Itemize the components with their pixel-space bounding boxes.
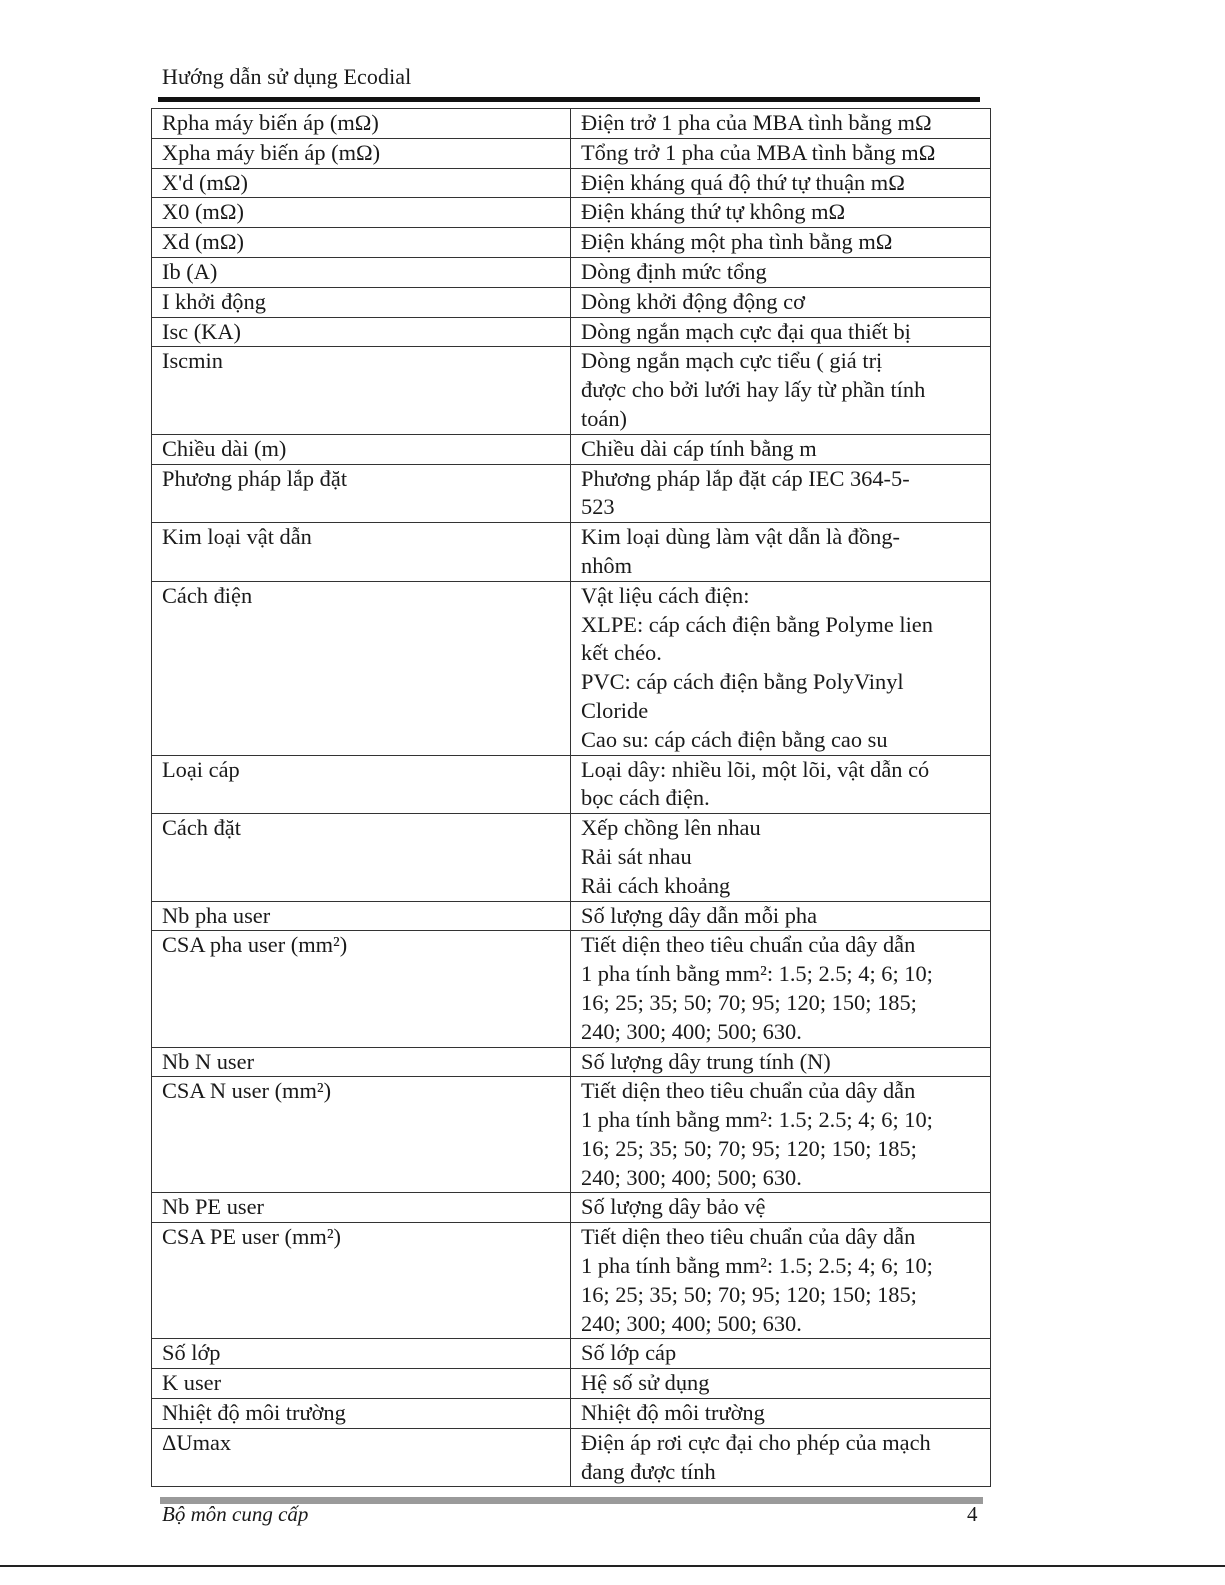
parameter-description-cell <box>571 581 991 755</box>
parameter-description-cell <box>571 1077 991 1193</box>
parameter-description-line: 16; 25; 35; 50; 70; 95; 120; 150; 185; <box>581 989 917 1015</box>
parameter-name-cell <box>152 464 571 523</box>
table-body <box>152 109 991 1487</box>
page-number: 4 <box>967 1502 978 1526</box>
parameter-name-cell <box>152 198 571 228</box>
parameter-description-line: Loại dây: nhiều lõi, một lõi, vật dẫn có <box>581 756 930 782</box>
parameter-description-line: Tổng trở 1 pha của MBA tình bằng mΩ <box>581 139 936 165</box>
parameter-description-line: Cao su: cáp cách điện bằng cao su <box>581 726 888 752</box>
parameter-name-line: Cách điện <box>162 582 253 608</box>
parameter-description-line: Rải sát nhau <box>581 843 692 869</box>
parameter-name-cell <box>152 755 571 814</box>
parameter-description-cell <box>571 814 991 901</box>
parameter-description-line: 1 pha tính bằng mm²: 1.5; 2.5; 4; 6; 10; <box>581 1253 933 1279</box>
parameter-name-line: CSA pha user (mm²) <box>162 932 348 958</box>
table-row <box>152 755 991 814</box>
parameter-description-line: Số lớp cáp <box>581 1340 677 1366</box>
parameter-description-line: Điện kháng thứ tự không mΩ <box>581 199 846 225</box>
footer-department: Bộ môn cung cấp <box>162 1502 309 1526</box>
parameter-name-line: Số lớp <box>162 1340 221 1366</box>
parameter-name-line: Xd (mΩ) <box>162 229 244 255</box>
parameter-name-line: Chiều dài (m) <box>162 435 287 461</box>
parameter-name-cell <box>152 581 571 755</box>
parameter-description-cell <box>571 228 991 258</box>
parameter-name-cell <box>152 1399 571 1429</box>
parameter-name-line: Isc (KA) <box>162 318 241 344</box>
table-row <box>152 1428 991 1487</box>
table-row <box>152 1223 991 1339</box>
table-row <box>152 1047 991 1077</box>
parameter-description-line: Điện áp rơi cực đại cho phép của mạch <box>581 1429 931 1455</box>
parameter-name-line: Nb N user <box>162 1048 255 1074</box>
parameter-description-cell <box>571 931 991 1047</box>
table-row <box>152 931 991 1047</box>
parameter-name-cell <box>152 1047 571 1077</box>
parameter-description-line: 523 <box>581 494 615 520</box>
parameter-description-line: 240; 300; 400; 500; 630. <box>581 1310 802 1336</box>
parameter-description-line: 240; 300; 400; 500; 630. <box>581 1164 802 1190</box>
parameter-description-line: Điện kháng một pha tình bằng mΩ <box>581 229 893 255</box>
parameter-name-line: ΔUmax <box>162 1429 232 1455</box>
parameter-description-line: Kim loại dùng làm vật dẫn là đồng- <box>581 524 901 550</box>
parameter-description-cell <box>571 287 991 317</box>
parameter-name-cell <box>152 257 571 287</box>
parameter-description-cell <box>571 1047 991 1077</box>
parameter-name-cell <box>152 347 571 434</box>
parameter-description-line: Tiết diện theo tiêu chuẩn của dây dẫn <box>581 1078 916 1104</box>
parameter-name-line: I khởi động <box>162 288 266 314</box>
parameter-description-line: 16; 25; 35; 50; 70; 95; 120; 150; 185; <box>581 1281 917 1307</box>
parameter-description-line: Điện trở 1 pha của MBA tình bằng mΩ <box>581 110 932 135</box>
parameter-description-line: Chiều dài cáp tính bằng m <box>581 435 817 461</box>
parameter-description-line: Rải cách khoảng <box>581 872 731 898</box>
table-row <box>152 1077 991 1193</box>
parameter-description-line: Dòng khởi động động cơ <box>581 288 805 314</box>
parameter-description-cell <box>571 755 991 814</box>
parameter-name-line: CSA PE user (mm²) <box>162 1224 342 1250</box>
parameter-name-cell <box>152 1223 571 1339</box>
parameter-name-line: X'd (mΩ) <box>162 169 248 195</box>
table-row <box>152 317 991 347</box>
parameter-name-cell <box>152 109 571 139</box>
table-row <box>152 814 991 901</box>
parameter-description-cell <box>571 1399 991 1429</box>
parameter-name-line: Kim loại vật dẫn <box>162 524 312 550</box>
parameter-description-cell <box>571 464 991 523</box>
parameter-description-line: PVC: cáp cách điện bằng PolyVinyl <box>581 669 904 695</box>
parameter-name-line: Rpha máy biến áp (mΩ) <box>162 110 379 135</box>
header-rule <box>158 97 980 102</box>
parameter-description-line: Phương pháp lắp đặt cáp IEC 364-5- <box>581 465 910 491</box>
table-row <box>152 109 991 139</box>
table-row <box>152 581 991 755</box>
parameter-name-cell <box>152 317 571 347</box>
parameter-description-line: XLPE: cáp cách điện bằng Polyme lien <box>581 611 933 637</box>
parameter-name-cell <box>152 1077 571 1193</box>
parameter-name-cell <box>152 168 571 198</box>
parameter-description-cell <box>571 1193 991 1223</box>
parameter-description-cell <box>571 1223 991 1339</box>
table-row <box>152 464 991 523</box>
parameter-description-cell <box>571 347 991 434</box>
table-row <box>152 228 991 258</box>
parameter-name-cell <box>152 228 571 258</box>
table-row <box>152 1193 991 1223</box>
parameter-name-cell <box>152 1428 571 1487</box>
parameter-table <box>151 108 991 1487</box>
parameter-description-line: Dòng định mức tổng <box>581 258 767 284</box>
parameter-name-line: Nhiệt độ môi trường <box>162 1400 346 1426</box>
parameter-description-cell <box>571 1339 991 1369</box>
parameter-description-line: 16; 25; 35; 50; 70; 95; 120; 150; 185; <box>581 1135 917 1161</box>
parameter-description-line: đang được tính <box>581 1458 716 1484</box>
parameter-description-cell <box>571 1369 991 1399</box>
parameter-description-line: nhôm <box>581 552 633 578</box>
table-row <box>152 1399 991 1429</box>
parameter-description-cell <box>571 434 991 464</box>
parameter-description-line: 240; 300; 400; 500; 630. <box>581 1018 802 1044</box>
parameter-name-line: Loại cáp <box>162 756 240 782</box>
parameter-name-line: Nb pha user <box>162 902 271 928</box>
parameter-name-line: Phương pháp lắp đặt <box>162 465 348 491</box>
table-row <box>152 168 991 198</box>
parameter-description-line: Điện kháng quá độ thứ tự thuận mΩ <box>581 169 905 195</box>
table-row <box>152 257 991 287</box>
parameter-description-cell <box>571 1428 991 1487</box>
parameter-name-line: K user <box>162 1370 222 1396</box>
parameter-description-line: Số lượng dây dẫn mỗi pha <box>581 902 818 928</box>
parameter-description-cell <box>571 109 991 139</box>
parameter-name-cell <box>152 1193 571 1223</box>
table-row <box>152 523 991 582</box>
parameter-description-line: bọc cách điện. <box>581 785 710 811</box>
parameter-description-cell <box>571 523 991 582</box>
parameter-description-cell <box>571 138 991 168</box>
parameter-name-cell <box>152 138 571 168</box>
parameter-description-line: Dòng ngắn mạch cực tiểu ( giá trị <box>581 348 883 374</box>
parameter-description-line: Tiết diện theo tiêu chuẩn của dây dẫn <box>581 932 916 958</box>
parameter-name-line: Iscmin <box>162 348 223 374</box>
parameter-description-line: toán) <box>581 405 628 431</box>
parameter-name-cell <box>152 1369 571 1399</box>
parameter-name-cell <box>152 434 571 464</box>
parameter-description-line: Tiết diện theo tiêu chuẩn của dây dẫn <box>581 1224 916 1250</box>
parameter-description-line: Vật liệu cách điện: <box>581 582 750 608</box>
parameter-name-cell <box>152 523 571 582</box>
parameter-name-cell <box>152 287 571 317</box>
parameter-description-line: Xếp chồng lên nhau <box>581 815 761 841</box>
parameter-description-line: được cho bởi lưới hay lấy từ phần tính <box>581 377 926 403</box>
parameter-description-line: Dòng ngắn mạch cực đại qua thiết bị <box>581 318 911 344</box>
table-row <box>152 347 991 434</box>
table-row <box>152 1339 991 1369</box>
parameter-description-line: Số lượng dây bảo vệ <box>581 1194 766 1220</box>
parameter-name-cell <box>152 1339 571 1369</box>
parameter-description-cell <box>571 168 991 198</box>
table-row <box>152 434 991 464</box>
parameter-description-line: 1 pha tính bằng mm²: 1.5; 2.5; 4; 6; 10; <box>581 961 933 987</box>
parameter-description-line: Nhiệt độ môi trường <box>581 1400 765 1426</box>
parameter-name-line: Ib (A) <box>162 258 218 284</box>
parameter-name-line: Nb PE user <box>162 1194 264 1220</box>
parameter-description-line: Số lượng dây trung tính (N) <box>581 1048 831 1074</box>
table-row <box>152 138 991 168</box>
parameter-name-cell <box>152 814 571 901</box>
parameter-description-cell <box>571 901 991 931</box>
parameter-description-cell <box>571 317 991 347</box>
table-row <box>152 287 991 317</box>
page-bottom-edge <box>0 1565 1225 1567</box>
parameter-name-line: CSA N user (mm²) <box>162 1078 332 1104</box>
table-row <box>152 901 991 931</box>
parameter-description-line: 1 pha tính bằng mm²: 1.5; 2.5; 4; 6; 10; <box>581 1107 933 1133</box>
parameter-description-cell <box>571 257 991 287</box>
parameter-name-cell <box>152 931 571 1047</box>
table-row <box>152 198 991 228</box>
parameter-description-line: Hệ số sử dụng <box>581 1370 710 1396</box>
parameter-name-line: X0 (mΩ) <box>162 199 244 225</box>
page-header-title: Hướng dẫn sử dụng Ecodial <box>162 64 412 89</box>
parameter-description-line: kết chéo. <box>581 640 662 666</box>
parameter-name-line: Cách đặt <box>162 815 241 841</box>
parameter-description-line: Cloride <box>581 697 649 723</box>
parameter-name-line: Xpha máy biến áp (mΩ) <box>162 139 381 165</box>
parameter-description-cell <box>571 198 991 228</box>
parameter-name-cell <box>152 901 571 931</box>
table-row <box>152 1369 991 1399</box>
